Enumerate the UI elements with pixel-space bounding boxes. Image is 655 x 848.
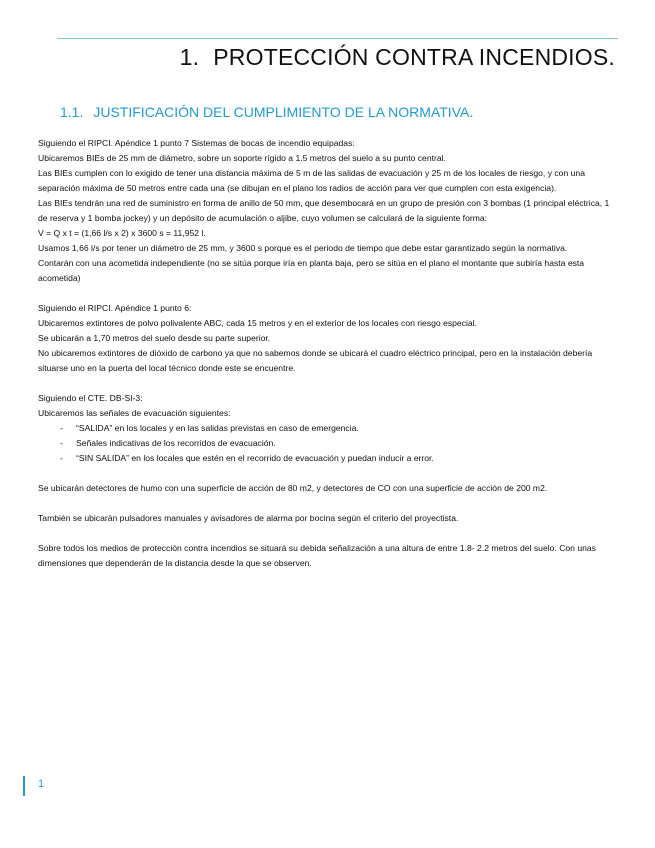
body-text-line: V = Q x t = (1,66 l/s x 2) x 3600 s = 11,952 l.	[38, 228, 206, 238]
body-text-line: Siguiendo el RIPCI. Apéndice 1 punto 6:	[38, 303, 192, 313]
page-number-bar	[23, 776, 25, 796]
section-number: 1.1.	[60, 104, 84, 120]
body-text-line: Ubicaremos BIEs de 25 mm de diámetro, sobre un soporte rígido a 1.5 metros del suelo a su punto central.	[38, 153, 446, 163]
section-title-text: JUSTIFICACIÓN DEL CUMPLIMIENTO DE LA NORMATIVA.	[93, 104, 474, 120]
list-item-text: “SALIDA” en los locales y en las salidas previstas en caso de emergencia.	[76, 423, 359, 433]
paragraph-block	[38, 481, 616, 496]
body-text-line: Se ubicarán a 1,70 metros del suelo desde su parte superior.	[38, 333, 271, 343]
body-text-line: Las BIEs tendrán una red de suministro en forma de anillo de 50 mm, que desembocará en un grupo de presión con 3 bombas (1 principal eléctrica, 1 de reserva y 1 bomba jockey) y un depósito de acumulación o aljibe, cuyo volumen se calculará de la siguiente forma:	[38, 198, 610, 223]
bullet-dash-icon: -	[60, 438, 63, 448]
paragraph-block	[38, 301, 616, 376]
body-text-line: Las BIEs cumplen con lo exigido de tener una distancia máxima de 5 m de las salidas de evacuación y 25 m de los locales de riesgo, y con una separación máxima de 50 metros entre cada una (se dibujan en el plano los radios de acción para ver que cumplen con esta exigencia).	[38, 168, 585, 193]
paragraph-block	[38, 391, 616, 466]
body-text-line: Contarán con una acometida independiente (no se sitúa porque iría en planta baja, pero se sitúa en el plano el montante que subiría hasta esta acometida)	[38, 258, 585, 283]
list-item-text: “SIN SALIDA” en los locales que estén en el recorrido de evacuación y puedan inducir a error.	[76, 453, 434, 463]
page-number: 1	[38, 778, 45, 790]
chapter-title	[180, 44, 615, 71]
body-text-line: Usamos 1,66 l/s por tener un diámetro de 25 mm, y 3600 s porque es el periodo de tiempo que debe estar garantizado según la normativa.	[38, 243, 568, 253]
bullet-dash-icon: -	[60, 453, 63, 463]
body-text-line: Ubicaremos extintores de polvo polivalente ABC, cada 15 metros y en el exterior de los locales con riesgo especial.	[38, 318, 477, 328]
document-body	[38, 136, 616, 586]
list-item	[38, 451, 616, 466]
chapter-number: 1.	[179, 44, 200, 70]
header-rule	[57, 38, 618, 39]
bullet-list	[38, 421, 616, 466]
chapter-title-text: PROTECCIÓN CONTRA INCENDIOS.	[213, 44, 615, 70]
body-text-line: También se ubicarán pulsadores manuales y avisadores de alarma por bocina según el criterio del proyectista.	[38, 513, 459, 523]
paragraph-block	[38, 511, 616, 526]
body-text-line: Sobre todos los medios de protección contra incendios se situará su debida señalización a una altura de entre 1.8- 2.2 metros del suelo. Con unas dimensiones que dependerán de la distancia desde la que se observen.	[38, 543, 596, 568]
list-item-text: Señales indicativas de los recorridos de evacuación.	[76, 438, 276, 448]
body-text-line: Siguiendo el CTE. DB-SI-3:	[38, 393, 143, 403]
body-text-line: Ubicaremos las señales de evacuación siguientes:	[38, 408, 231, 418]
list-item	[38, 421, 616, 436]
paragraph-block	[38, 136, 616, 286]
bullet-dash-icon: -	[60, 423, 63, 433]
body-text-line: No ubicaremos extintores de dióxido de carbono ya que no sabemos donde se ubicará el cuadro eléctrico principal, pero en la instalación debería situarse uno en la puerta del local técnico donde este se encuentre.	[38, 348, 593, 373]
paragraph-block	[38, 541, 616, 571]
section-title	[60, 104, 473, 120]
body-text-line: Siguiendo el RIPCI. Apéndice 1 punto 7 Sistemas de bocas de incendio equipadas:	[38, 138, 355, 148]
list-item	[38, 436, 616, 451]
body-text-line: Se ubicarán detectores de humo con una superficie de acción de 80 m2, y detectores de CO con una superficie de acción de 200 m2.	[38, 483, 548, 493]
